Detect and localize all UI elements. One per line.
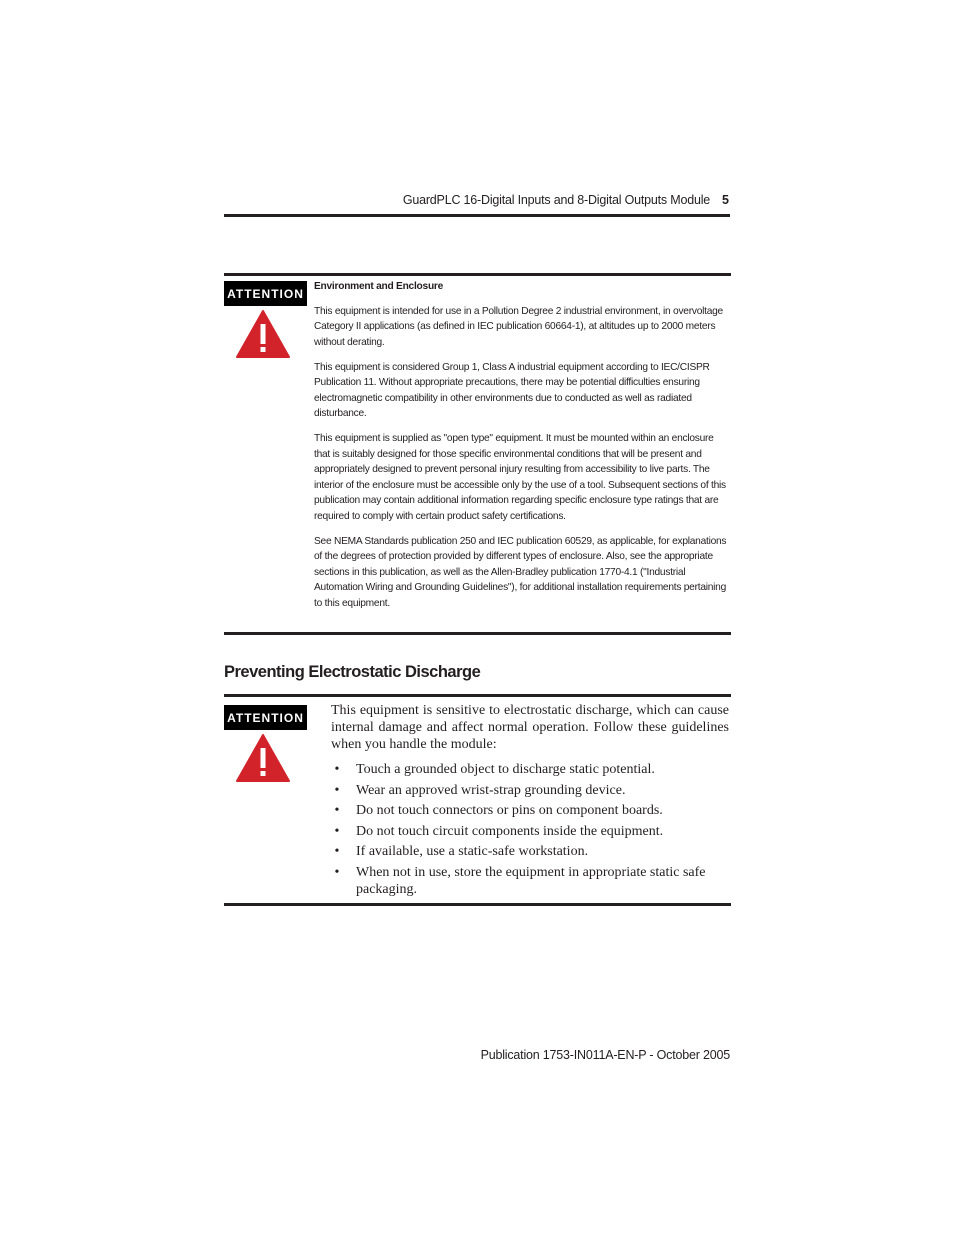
running-header: [224, 193, 729, 207]
notice-paragraph: This equipment is intended for use in a Pollution Degree 2 industrial environment, in overvoltage Category II applications (as defined in IEC publication 60664-1), at altitudes up to 2000 meters without derating.: [314, 305, 723, 348]
publication-footer: Publication 1753-IN011A-EN-P - October 2005: [480, 1048, 730, 1062]
attention-label: ATTENTION: [224, 705, 307, 730]
warning-triangle-icon: [235, 309, 291, 359]
page-number: 5: [722, 193, 729, 207]
attention-label: ATTENTION: [224, 281, 307, 306]
list-item: • If available, use a static-safe workstation.: [331, 843, 729, 860]
list-item: • Do not touch connectors or pins on component boards.: [331, 802, 729, 819]
bullet-icon: •: [334, 864, 340, 880]
list-item: • Do not touch circuit components inside the equipment.: [331, 823, 729, 840]
attention-bottom-rule: [224, 632, 731, 635]
esd-notice: [331, 702, 729, 901]
bullet-icon: •: [334, 823, 340, 839]
list-item: • Wear an approved wrist-strap grounding device.: [331, 782, 729, 799]
bullet-icon: •: [334, 782, 340, 798]
esd-guidelines-list: [331, 761, 729, 898]
notice-title: Environment and Enclosure: [314, 281, 444, 292]
bullet-icon: •: [334, 803, 340, 818]
list-item: • When not in use, store the equipment in appropriate static safe packaging.: [331, 864, 729, 898]
esd-intro: This equipment is sensitive to electrostatic discharge, which can cause internal damage and affect normal operation. Follow these guidelines when you handle the module:: [331, 703, 729, 752]
header-title: GuardPLC 16-Digital Inputs and 8-Digital Outputs Module: [402, 193, 711, 207]
notice-paragraph: See NEMA Standards publication 250 and IEC publication 60529, as applicable, for explanations of the degrees of protection provided by different types of enclosure. Also, see the appropriate sections in this publication, as well as the Allen-Bradley publication 1770-4.1 ("Industrial Automation Wiring and Grounding Guidelines"), for additional installation requirements pertaining to this equipment.: [314, 535, 727, 609]
attention-top-rule: [224, 273, 731, 276]
esd-top-rule: [224, 694, 731, 697]
bullet-icon: •: [334, 762, 340, 777]
warning-triangle-icon: [235, 733, 291, 783]
section-heading: Preventing Electrostatic Discharge: [224, 663, 481, 681]
bullet-icon: •: [334, 844, 340, 859]
environment-notice: [314, 279, 732, 621]
notice-paragraph: This equipment is considered Group 1, Class A industrial equipment according to IEC/CISPR Publication 11. Without appropriate precautions, there may be potential difficulties ensuring electromagnetic compatibility in other environments due to conducted as well as radiated disturbance.: [314, 361, 710, 419]
notice-paragraph: This equipment is supplied as "open type" equipment. It must be mounted within an enclosure that is suitably designed for those specific environmental conditions that will be present and appropriately designed to prevent personal injury resulting from accessibility to live parts. The interior of the enclosure must be accessible only by the use of a tool. Subsequent sections of this publication may contain additional information regarding specific enclosure type ratings that are required to comply with certain product safety certifications.: [314, 433, 726, 522]
esd-bottom-rule: [224, 903, 731, 906]
header-rule: [224, 214, 730, 217]
list-item: • Touch a grounded object to discharge static potential.: [331, 761, 729, 778]
